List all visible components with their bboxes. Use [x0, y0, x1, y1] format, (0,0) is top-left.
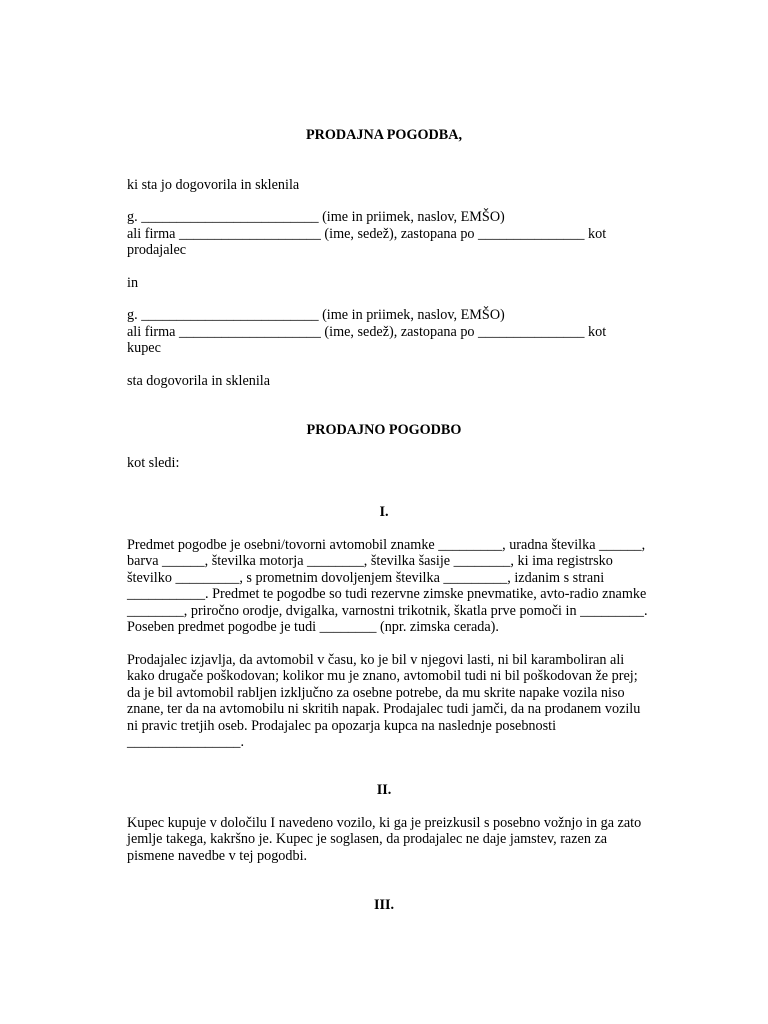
section-1-para-1-line: Predmet pogodbe je osebni/tovorni avtomobil znamke _________, uradna številka ______, — [127, 537, 646, 553]
section-1-para-2-line: ni pravic tretjih oseb. Prodajalec pa opozarja kupca na naslednje posebnosti — [127, 718, 557, 734]
section-1-heading: I. — [379, 504, 389, 520]
document-title: PRODAJNA POGODBA, — [305, 127, 463, 143]
section-1-para-2-line: znane, ter da na avtomobilu ni skritih napak. Prodajalec tudi jamči, da na prodanem vozilu — [127, 701, 641, 717]
seller-line-2: ali firma ____________________ (ime, sedež), zastopana po _______________ kot — [127, 226, 607, 242]
buyer-line-2: ali firma ____________________ (ime, sedež), zastopana po _______________ kot — [127, 324, 607, 340]
intro-text: ki sta jo dogovorila in sklenila — [127, 177, 300, 193]
seller-line-1: g. _________________________ (ime in priimek, naslov, EMŠO) — [127, 209, 505, 225]
section-1-para-1-line: ________, priročno orodje, dvigalka, varnostni trikotnik, škatla prve pomoči in _________. — [127, 603, 648, 619]
section-1-para-1-line: Poseben predmet pogodbe je tudi ________ (npr. zimska cerada). — [127, 619, 499, 635]
and-text: in — [127, 275, 139, 291]
section-3-heading: III. — [373, 897, 395, 913]
follows-text: kot sledi: — [127, 455, 180, 471]
section-2-para-1-line: pismene navedbe v tej pogodbi. — [127, 848, 308, 864]
section-2-heading: II. — [376, 782, 392, 798]
section-2-para-1-line: jemlje takega, kakršno je. Kupec je soglasen, da prodajalec ne daje jamstev, razen za — [127, 831, 608, 847]
buyer-line-3: kupec — [127, 340, 161, 356]
section-1-para-2-line: Prodajalec izjavlja, da avtomobil v času, ko je bil v njegovi lasti, ni bil karamboliran ali — [127, 652, 625, 668]
buyer-line-1: g. _________________________ (ime in priimek, naslov, EMŠO) — [127, 307, 505, 323]
section-2-para-1-line: Kupec kupuje v določilu I navedeno vozilo, ki ga je preizkusil s posebno vožnjo in ga zato — [127, 815, 642, 831]
section-1-para-2-line: kako drugače poškodovan; kolikor mu je znano, avtomobil tudi ni bil poškodovan že prej; — [127, 668, 638, 684]
section-1-para-1-line: številko _________, s prometnim dovoljenjem številka _________, izdanim s strani — [127, 570, 605, 586]
section-1-para-1-line: barva ______, številka motorja ________, številka šasije ________, ki ima registrsko — [127, 553, 613, 569]
seller-line-3: prodajalec — [127, 242, 187, 258]
section-1-para-1-line: ___________. Predmet te pogodbe so tudi rezervne zimske pnevmatike, avto-radio znamke — [127, 586, 647, 602]
section-1-para-2-line: ________________. — [127, 734, 245, 750]
agreed-text: sta dogovorila in sklenila — [127, 373, 271, 389]
section-1-para-2-line: da je bil avtomobil rabljen izključno za osebne potrebe, da mu skrite napake vozila niso — [127, 685, 625, 701]
document-subtitle: PRODAJNO POGODBO — [306, 422, 462, 438]
